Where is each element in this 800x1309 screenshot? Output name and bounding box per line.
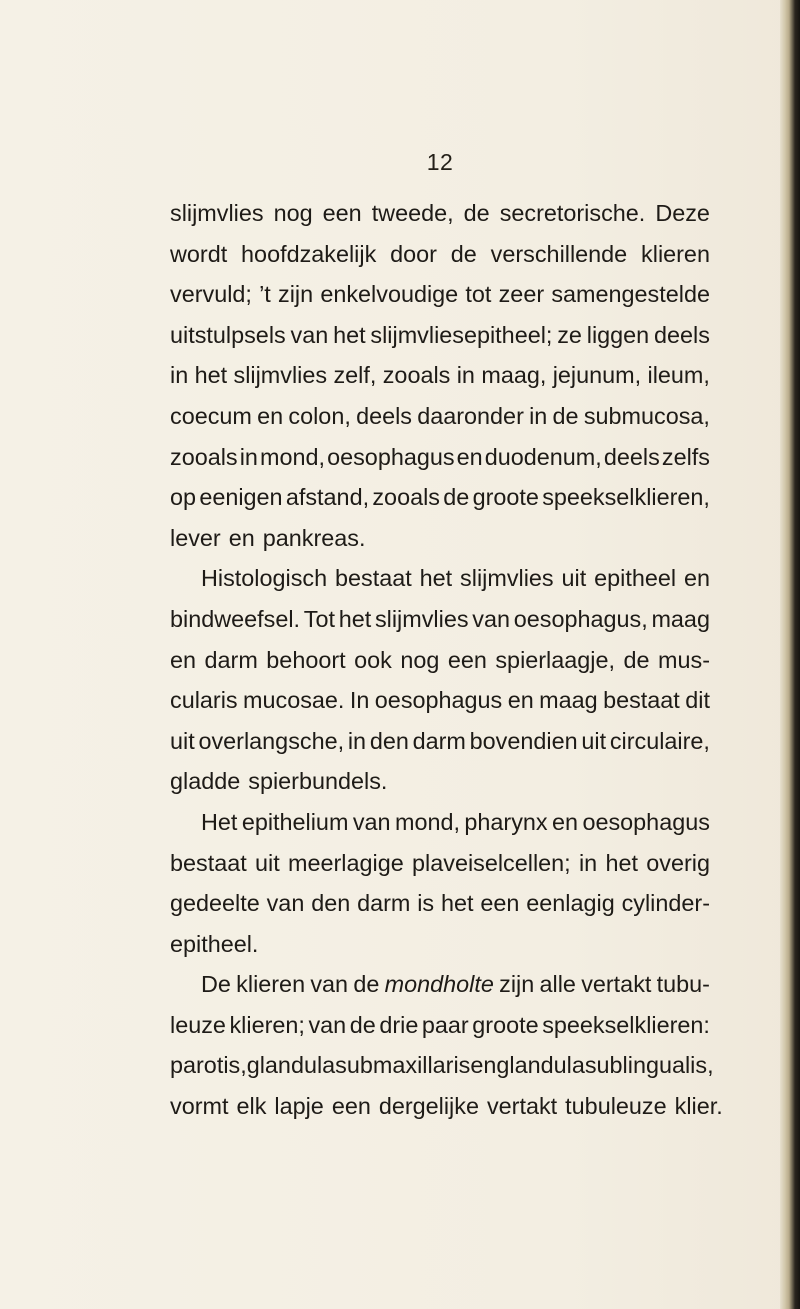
word: alle [539,971,576,998]
word: oesophagus, [513,605,648,632]
word: overlangsche, [198,727,345,754]
word: zelf, [333,362,377,389]
text-line [170,883,710,924]
word: de [349,1011,376,1038]
word: drie [379,1011,419,1038]
word: zeer [498,281,545,308]
word: bestaat [335,565,412,592]
word: de [353,971,380,998]
word: slijmvlies [233,362,328,389]
word: speekselklieren: [542,1011,710,1038]
word: ook [354,646,392,673]
word: klieren [236,971,306,998]
word: mondholte [384,971,494,998]
text-line [170,355,710,396]
word: van [472,605,510,632]
word: van [290,321,329,348]
word: dergelijke [378,1093,479,1120]
word: samengestelde [551,281,710,308]
word: in [456,362,475,389]
word: de [552,402,579,429]
word: uit [170,727,195,754]
word: slijmvliesepitheel; [370,321,553,348]
text-line [170,274,710,315]
word: cularis [170,687,238,714]
word: liggen [586,321,650,348]
word: cylinder- [621,890,710,917]
word: zijn [278,281,314,308]
word: tweede, [371,200,454,226]
word: Deze [655,200,710,226]
word: van [310,971,349,998]
word: het [419,565,453,592]
word: hoofdzakelijk [241,240,377,267]
word: en [683,565,710,592]
word: verschillende [490,240,628,267]
text-line [170,802,710,843]
word: slijmvlies [170,200,264,226]
word: glandula [246,1052,336,1079]
word: slijmvlies [374,605,469,632]
word: het [338,605,372,632]
word: de [623,646,650,673]
word: speekselklieren, [542,484,710,511]
word: klieren; [229,1011,305,1038]
word: secretorische. [499,200,646,226]
word: enkelvoudige [320,281,459,308]
text-line [170,680,710,721]
word: en [257,402,284,429]
word: daaronder [417,402,524,429]
word: het [194,362,228,389]
word: slijmvlies [460,565,554,592]
text-line [170,234,710,275]
word: spierbundels. [248,768,388,795]
word: circulaire, [609,727,710,754]
word: zelfs [661,443,710,470]
word: tubu- [656,971,710,998]
word: epitheel. [170,930,259,957]
word: pankreas. [262,524,366,551]
word: deels [603,443,660,470]
word: nog [400,646,440,673]
text-line [170,924,710,965]
word: uit [255,849,280,876]
word: colon, [288,402,351,429]
word: darm [204,646,258,673]
word: op [170,484,197,511]
word: maag [539,687,598,714]
word: Het [201,808,238,835]
word: zooals [372,484,440,511]
word: deels [356,402,412,429]
word: uitstulpsels [170,321,286,348]
text-line [170,1005,710,1046]
word: mond, [394,808,460,835]
word: vervuld; [170,281,252,308]
word: submucosa, [583,402,710,429]
word: de [443,484,470,511]
word: bestaat [603,687,680,714]
word: darm [357,890,411,917]
word: meerlagige [288,849,404,876]
word: epitheel [594,565,677,592]
word: tubuleuze [565,1093,667,1120]
word: leuze [170,1011,226,1038]
word: het [605,849,638,876]
word: lever [170,524,221,551]
word: In [349,687,370,714]
word: in [529,402,548,429]
word: groote [472,484,539,511]
word: een [480,890,520,917]
word: mond, [260,443,326,470]
page-number: 12 [426,149,454,175]
word: duodenum, [484,443,602,470]
word: eenlagig [526,890,615,917]
word: uit [581,727,607,754]
word: klier. [674,1093,723,1120]
text-line [170,1086,723,1127]
word: gladde [170,768,241,795]
word: in [578,849,598,876]
word: zijn [499,971,535,998]
word: ze [557,321,582,348]
word: paar [421,1011,469,1038]
word: de [450,240,477,267]
word: spierlaagje, [495,646,615,673]
text-line [170,437,710,478]
word: in [170,362,189,389]
word: en [228,524,255,551]
word: afstand, [285,484,370,511]
word: is [417,890,435,917]
word: tot [465,281,492,308]
word: coecum [170,402,252,429]
word: zooals [170,443,238,470]
word: groote [472,1011,539,1038]
word: een [447,646,487,673]
word: oesophagus [374,687,503,714]
word: Tot [303,605,335,632]
text-line [170,477,710,518]
word: in [239,443,258,470]
word: maag [651,605,710,632]
word: eenigen [199,484,283,511]
text-line [170,843,710,884]
text-line [170,518,710,559]
word: een [322,200,362,226]
word: darm [412,727,466,754]
word: Histologisch [201,565,328,592]
word: maag, [481,362,547,389]
word: bestaat [170,849,247,876]
word: dit [685,687,710,714]
word: pharynx [464,808,548,835]
text-line [170,599,710,640]
word: zooals [382,362,451,389]
word: in [347,727,367,754]
text-line [170,396,710,437]
word: jejunum, [552,362,642,389]
word: en [552,808,579,835]
word: van [352,808,391,835]
text-line [170,193,710,234]
word: deels [654,321,710,348]
word: vertakt [581,971,652,998]
word: epithelium [241,808,349,835]
text-line [170,558,710,599]
word: wordt [170,240,228,267]
word: en [456,443,483,470]
word: het [441,890,474,917]
word: bindweefsel. [170,605,301,632]
text-line [170,761,710,802]
word: den [369,727,409,754]
word: en [470,1052,497,1079]
text-line [170,964,710,1005]
text-line [170,1045,714,1086]
word: gedeelte [170,890,260,917]
word: ileum, [647,362,710,389]
word: door [390,240,437,267]
word: oesophagus [582,808,710,835]
word: overig [646,849,710,876]
word: elk [236,1093,267,1120]
word: ’t [259,281,271,308]
word: van [266,890,305,917]
word: van [308,1011,347,1038]
word: submaxillaris [335,1052,471,1079]
word: bovendien [469,727,578,754]
text-line [170,315,710,356]
word: vormt [170,1093,229,1120]
text-line [170,640,710,681]
body-text [170,193,723,1127]
word: en [170,646,197,673]
word: behoort [266,646,346,673]
word: een [331,1093,371,1120]
word: oesophagus [327,443,455,470]
word: het [333,321,366,348]
word: mus- [658,646,710,673]
word: plaveiselcellen; [412,849,571,876]
word: de [463,200,490,226]
word: nog [273,200,313,226]
word: lapje [274,1093,324,1120]
word: mucosae. [243,687,345,714]
word: klieren [641,240,710,267]
word: sublingualis, [584,1052,714,1079]
word: uit [561,565,587,592]
word: vertakt [486,1093,558,1120]
page-edge-shadow [780,0,800,1309]
text-line [170,721,710,762]
word: glandula [496,1052,585,1079]
word: De [201,971,231,998]
word: den [311,890,351,917]
word: parotis, [170,1052,247,1079]
word: en [507,687,534,714]
